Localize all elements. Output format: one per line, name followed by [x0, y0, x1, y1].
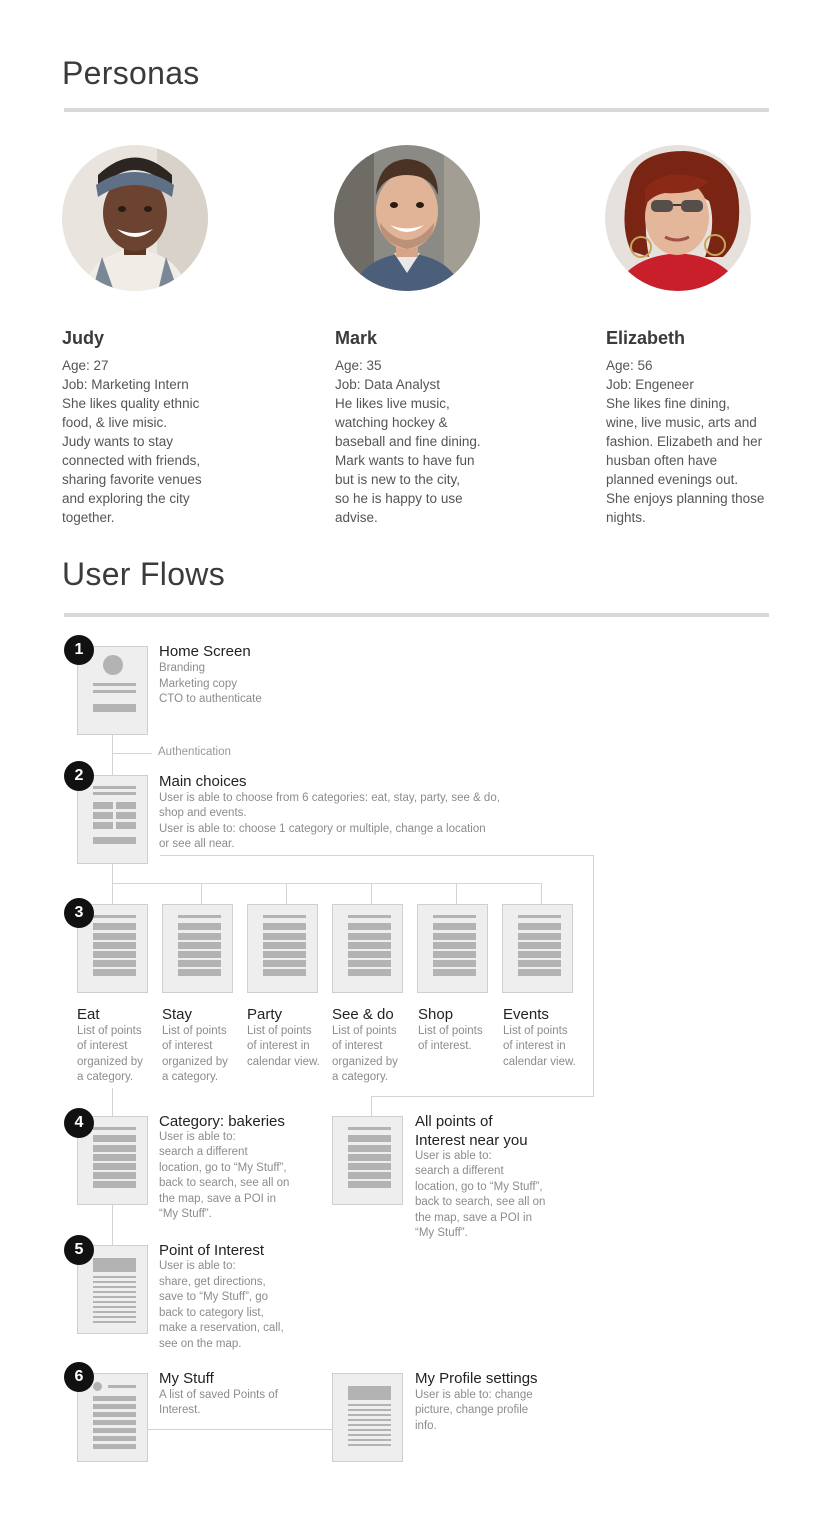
avatar-judy — [62, 145, 208, 291]
persona-line: food, & live misic. — [62, 415, 168, 430]
persona-line: nights. — [606, 510, 646, 525]
step-desc-line: share, get directions, — [159, 1276, 266, 1288]
persona-line: She enjoys planning those — [606, 491, 765, 506]
step-badge-3: 3 — [64, 898, 94, 928]
category-desc-line: of interest. — [418, 1040, 472, 1052]
user-flows-heading: User Flows — [62, 556, 226, 592]
wireframe-row — [433, 960, 476, 967]
wireframe-row — [518, 923, 561, 930]
category-desc-line: of interest in — [247, 1040, 310, 1052]
wireframe-row — [263, 915, 306, 918]
category-desc-line: List of points — [162, 1025, 227, 1037]
wireframe-row — [93, 1145, 136, 1152]
step-badge-5: 5 — [64, 1235, 94, 1265]
near-desc-line: User is able to: — [415, 1150, 492, 1162]
step-desc-line: Branding — [159, 662, 206, 674]
wireframe-shop — [417, 904, 488, 993]
step-desc-line: shop and events. — [159, 807, 247, 819]
wireframe-line — [348, 1409, 391, 1411]
category-title-party: Party — [247, 1006, 283, 1023]
connector — [112, 735, 113, 775]
step-desc-line: back to category list, — [159, 1307, 264, 1319]
wireframe-events — [502, 904, 573, 993]
connector — [201, 883, 202, 904]
wireframe-row — [433, 951, 476, 958]
category-desc-line: a category. — [77, 1071, 134, 1083]
wireframe-row — [263, 960, 306, 967]
wireframe-row — [433, 915, 476, 918]
wireframe-row — [348, 915, 391, 918]
step-desc-line: User is able to choose from 6 categories: eat, stay, party, see & do, — [159, 792, 500, 804]
persona-line: watching hockey & — [335, 415, 448, 430]
near-desc-line: “My Stuff”. — [415, 1227, 468, 1239]
wireframe-row — [518, 933, 561, 940]
wireframe-row — [93, 942, 136, 949]
user-flows-divider — [64, 613, 769, 617]
persona-name-judy: Judy — [62, 328, 105, 348]
step-desc-line: see on the map. — [159, 1338, 242, 1350]
connector — [160, 855, 594, 856]
wireframe-line — [348, 1439, 391, 1441]
wireframe-row — [178, 942, 221, 949]
wireframe-row — [518, 942, 561, 949]
wireframe-line — [108, 1385, 136, 1388]
near-title-line: All points of — [415, 1113, 493, 1130]
wireframe-row — [93, 1181, 136, 1188]
category-desc-line: of interest — [77, 1040, 128, 1052]
wireframe-row — [93, 1420, 136, 1425]
wireframe-row — [263, 951, 306, 958]
category-desc-line: organized by — [332, 1056, 398, 1068]
persona-line: Job: Marketing Intern — [62, 377, 189, 392]
step-title-category: Category: bakeries — [159, 1113, 285, 1130]
near-desc-line: the map, save a POI in — [415, 1212, 532, 1224]
wireframe-row — [93, 960, 136, 967]
wireframe-row — [433, 969, 476, 976]
wireframe-row — [433, 933, 476, 940]
wireframe-tile — [93, 822, 113, 829]
step-title-poi: Point of Interest — [159, 1242, 265, 1259]
wireframe-row — [93, 933, 136, 940]
persona-line: connected with friends, — [62, 453, 201, 468]
wireframe-row — [93, 1172, 136, 1179]
category-title-see-do: See & do — [332, 1006, 394, 1023]
wireframe-row — [93, 1404, 136, 1409]
wireframe-line — [348, 1444, 391, 1446]
wireframe-image — [93, 1258, 136, 1272]
step-title-my-stuff: My Stuff — [159, 1370, 214, 1387]
wireframe-tile — [116, 802, 136, 809]
category-desc-line: List of points — [77, 1025, 142, 1037]
category-desc-line: a category. — [332, 1071, 389, 1083]
category-desc-line: organized by — [162, 1056, 228, 1068]
persona-line: Job: Engeneer — [606, 377, 694, 392]
wireframe-line — [93, 1281, 136, 1283]
category-desc-line: calendar view. — [247, 1056, 320, 1068]
profile-desc-line: picture, change profile — [415, 1404, 529, 1416]
profile-title: My Profile settings — [415, 1370, 538, 1387]
connector — [371, 1096, 372, 1116]
step-desc-line: the map, save a POI in — [159, 1193, 276, 1205]
wireframe-avatar-dot — [93, 1382, 102, 1391]
wireframe-row — [93, 1396, 136, 1401]
step-desc-line: search a different — [159, 1146, 248, 1158]
connector — [593, 855, 594, 1097]
category-title-stay: Stay — [162, 1006, 193, 1023]
persona-line: Judy wants to stay — [62, 434, 174, 449]
step-title-home: Home Screen — [159, 643, 251, 660]
wireframe-button — [93, 704, 136, 712]
wireframe-row — [93, 1436, 136, 1441]
wireframe-row — [518, 915, 561, 918]
personas-divider — [64, 108, 769, 112]
wireframe-row — [433, 923, 476, 930]
step-desc-line: Marketing copy — [159, 678, 237, 690]
wireframe-party — [247, 904, 318, 993]
persona-line: Age: 35 — [335, 358, 382, 373]
profile-desc-line: User is able to: change — [415, 1389, 533, 1401]
wireframe-line — [348, 1404, 391, 1406]
wireframe-row — [178, 915, 221, 918]
wireframe-row — [178, 969, 221, 976]
connector — [541, 883, 542, 904]
step-badge-1: 1 — [64, 635, 94, 665]
wireframe-line — [93, 690, 136, 693]
persona-line: Job: Data Analyst — [335, 377, 441, 392]
wireframe-row — [263, 933, 306, 940]
step-desc-line: save to “My Stuff”, go — [159, 1291, 269, 1303]
connector — [148, 1429, 334, 1430]
wireframe-line — [93, 1286, 136, 1288]
persona-line: He likes live music, — [335, 396, 450, 411]
wireframe-row — [348, 1145, 391, 1152]
wireframe-row — [263, 942, 306, 949]
wireframe-logo-circle — [103, 655, 123, 675]
persona-line: fashion. Elizabeth and her — [606, 434, 763, 449]
wireframe-near-you — [332, 1116, 403, 1205]
category-desc-line: List of points — [418, 1025, 483, 1037]
avatar-elizabeth — [605, 145, 751, 291]
wireframe-row — [93, 1163, 136, 1170]
wireframe-row — [348, 942, 391, 949]
wireframe-row — [93, 1412, 136, 1417]
persona-line: baseball and fine dining. — [335, 434, 481, 449]
edge-label-authentication: Authentication — [158, 746, 231, 758]
category-desc-line: List of points — [503, 1025, 568, 1037]
persona-line: husban often have — [606, 453, 718, 468]
wireframe-row — [93, 1127, 136, 1130]
wireframe-tile — [93, 812, 113, 819]
wireframe-row — [348, 1154, 391, 1161]
wireframe-tile — [116, 812, 136, 819]
persona-line: so he is happy to use — [335, 491, 463, 506]
step-desc-line: CTO to authenticate — [159, 693, 262, 705]
near-desc-line: back to search, see all on — [415, 1196, 546, 1208]
persona-line: Age: 27 — [62, 358, 109, 373]
avatar-mark — [334, 145, 480, 291]
step-desc-line: back to search, see all on — [159, 1177, 290, 1189]
wireframe-line — [93, 1301, 136, 1303]
wireframe-row — [348, 960, 391, 967]
wireframe-row — [348, 1127, 391, 1130]
wireframe-row — [348, 969, 391, 976]
connector — [371, 1096, 594, 1097]
near-desc-line: search a different — [415, 1165, 504, 1177]
wireframe-profile-settings — [332, 1373, 403, 1462]
wireframe-row — [93, 1154, 136, 1161]
wireframe-image — [348, 1386, 391, 1400]
step-desc-line: User is able to: — [159, 1260, 236, 1272]
connector — [286, 883, 287, 904]
category-title-events: Events — [503, 1006, 549, 1023]
persona-line: She likes fine dining, — [606, 396, 730, 411]
wireframe-row — [93, 951, 136, 958]
category-desc-line: of interest — [162, 1040, 213, 1052]
personas-heading: Personas — [62, 55, 200, 91]
wireframe-row — [263, 923, 306, 930]
wireframe-tile — [116, 822, 136, 829]
category-desc-line: List of points — [247, 1025, 312, 1037]
wireframe-location-bar — [93, 837, 136, 844]
wireframe-row — [348, 1172, 391, 1179]
wireframe-line — [348, 1429, 391, 1431]
wireframe-line — [348, 1414, 391, 1416]
profile-desc-line: info. — [415, 1420, 437, 1432]
near-desc-line: location, go to “My Stuff”, — [415, 1181, 543, 1193]
step-desc-line: or see all near. — [159, 838, 235, 850]
step-desc-line: location, go to “My Stuff”, — [159, 1162, 287, 1174]
step-badge-2: 2 — [64, 761, 94, 791]
wireframe-row — [178, 923, 221, 930]
wireframe-line — [348, 1419, 391, 1421]
persona-line: wine, live music, arts and — [606, 415, 757, 430]
wireframe-line — [93, 1291, 136, 1293]
wireframe-row — [93, 1444, 136, 1449]
category-desc-line: of interest in — [503, 1040, 566, 1052]
near-title-line: Interest near you — [415, 1132, 528, 1149]
wireframe-main-choices — [77, 775, 148, 864]
wireframe-row — [348, 923, 391, 930]
persona-line: sharing favorite venues — [62, 472, 202, 487]
persona-name-elizabeth: Elizabeth — [606, 328, 686, 348]
step-desc-line: A list of saved Points of — [159, 1389, 278, 1401]
wireframe-line — [93, 1311, 136, 1313]
wireframe-row — [518, 960, 561, 967]
category-title-eat: Eat — [77, 1006, 100, 1023]
connector — [112, 1088, 113, 1116]
wireframe-row — [178, 960, 221, 967]
wireframe-stay — [162, 904, 233, 993]
wireframe-line — [93, 1306, 136, 1308]
wireframe-tile — [93, 802, 113, 809]
wireframe-row — [93, 923, 136, 930]
persona-line: She likes quality ethnic — [62, 396, 200, 411]
wireframe-row — [348, 933, 391, 940]
wireframe-line — [348, 1424, 391, 1426]
wireframe-line — [93, 1316, 136, 1318]
wireframe-row — [93, 1135, 136, 1142]
wireframe-row — [518, 969, 561, 976]
wireframe-line — [93, 1296, 136, 1298]
wireframe-line — [93, 1276, 136, 1278]
connector — [456, 883, 457, 904]
step-desc-line: Interest. — [159, 1404, 201, 1416]
wireframe-line — [348, 1434, 391, 1436]
category-desc-line: a category. — [162, 1071, 219, 1083]
wireframe-row — [348, 1135, 391, 1142]
persona-line: Mark wants to have fun — [335, 453, 475, 468]
connector — [112, 864, 113, 904]
connector — [112, 883, 542, 884]
wireframe-row — [93, 1428, 136, 1433]
wireframe-row — [263, 969, 306, 976]
persona-line: planned evenings out. — [606, 472, 739, 487]
wireframe-row — [518, 951, 561, 958]
wireframe-row — [433, 942, 476, 949]
wireframe-line — [93, 786, 136, 789]
category-desc-line: organized by — [77, 1056, 143, 1068]
persona-line: advise. — [335, 510, 378, 525]
connector — [112, 753, 152, 754]
wireframe-row — [93, 915, 136, 918]
wireframe-row — [348, 951, 391, 958]
category-desc-line: List of points — [332, 1025, 397, 1037]
category-title-shop: Shop — [418, 1006, 454, 1023]
wireframe-row — [93, 969, 136, 976]
wireframe-see-do — [332, 904, 403, 993]
wireframe-line — [93, 792, 136, 795]
connector — [112, 1205, 113, 1245]
persona-line: and exploring the city — [62, 491, 190, 506]
step-desc-line: User is able to: choose 1 category or multiple, change a location — [159, 823, 486, 835]
step-title-main-choices: Main choices — [159, 773, 247, 790]
wireframe-row — [178, 933, 221, 940]
wireframe-row — [348, 1181, 391, 1188]
step-desc-line: User is able to: — [159, 1131, 236, 1143]
connector — [371, 883, 372, 904]
persona-line: but is new to the city, — [335, 472, 461, 487]
step-badge-6: 6 — [64, 1362, 94, 1392]
step-desc-line: “My Stuff”. — [159, 1208, 212, 1220]
persona-line: together. — [62, 510, 115, 525]
wireframe-row — [178, 951, 221, 958]
persona-name-mark: Mark — [335, 328, 378, 348]
step-badge-4: 4 — [64, 1108, 94, 1138]
persona-line: Age: 56 — [606, 358, 653, 373]
wireframe-line — [93, 683, 136, 686]
wireframe-line — [93, 1321, 136, 1323]
category-desc-line: calendar view. — [503, 1056, 576, 1068]
step-desc-line: make a reservation, call, — [159, 1322, 284, 1334]
category-desc-line: of interest — [332, 1040, 383, 1052]
wireframe-row — [348, 1163, 391, 1170]
